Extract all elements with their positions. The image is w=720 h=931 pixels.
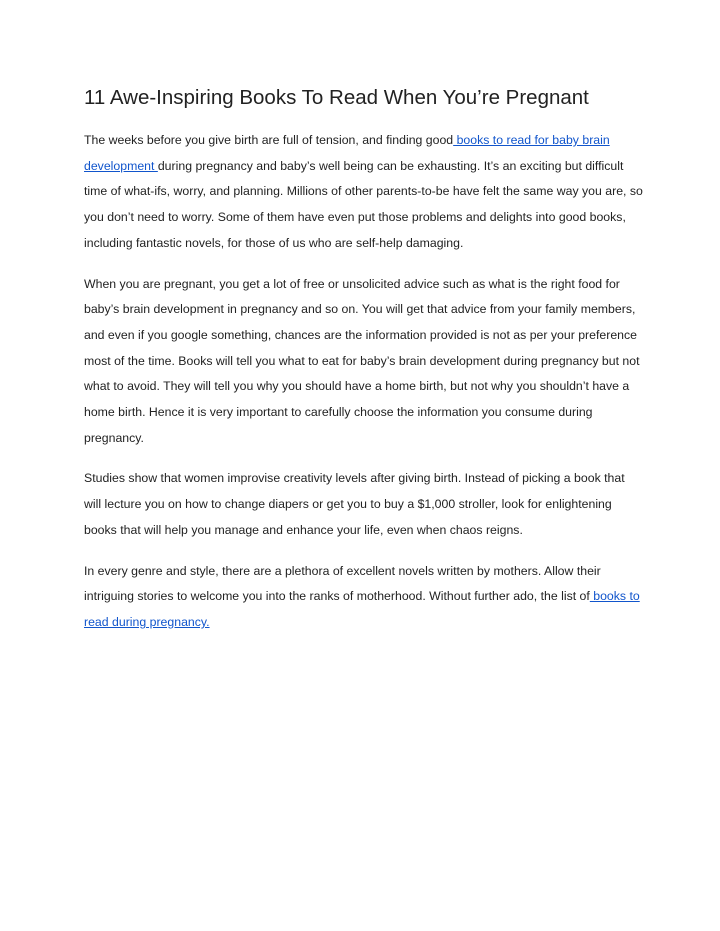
paragraph-advice: When you are pregnant, you get a lot of free or unsolicited advice such as what is the right food for baby’s brain development in pregnancy and so on. You will get that advice from your family members, and even if you google something, chances are the information provided is not as per your preference most of the time. Books will tell you what to eat for baby’s brain development during pregnancy but not what to avoid. They will tell you why you should have a home birth, but not why you shouldn’t have a home birth. Hence it is very important to carefully choose the information you consume during pregnancy. [84,276,640,445]
paragraph-studies: Studies show that women improvise creativity levels after giving birth. Instead of picking a book that will lecture you on how to change diapers or get you to buy a $1,000 stroller, look for enlightening books that will help you manage and enhance your life, even when chaos reigns. [84,471,625,537]
paragraph-genre-text: In every genre and style, there are a plethora of excellent novels written by mothers. Allow their intriguing stories to welcome you into the ranks of motherhood. Without further ado, the list of [84,563,601,604]
paragraph-genre [84,559,644,636]
paragraph-intro-text-before: The weeks before you give birth are full of tension, and finding good [84,133,454,147]
paragraph-intro [84,128,644,257]
document-page [84,84,644,651]
link-books-during-pregnancy[interactable]: books to read during pregnancy. [84,589,640,629]
document-title: 11 Awe-Inspiring Books To Read When You’re Pregnant [84,86,589,109]
paragraph-intro-text-after: during pregnancy and baby’s well being can be exhausting. It’s an exciting but difficult time of what-ifs, worry, and planning. Millions of other parents-to-be have felt the same way you are, so you don’t need to worry. Some of them have even put those problems and delights into good books, including fantastic novels, for those of us who are self-help damaging. [84,158,643,250]
link-baby-brain-development[interactable]: books to read for baby brain development [84,133,610,173]
